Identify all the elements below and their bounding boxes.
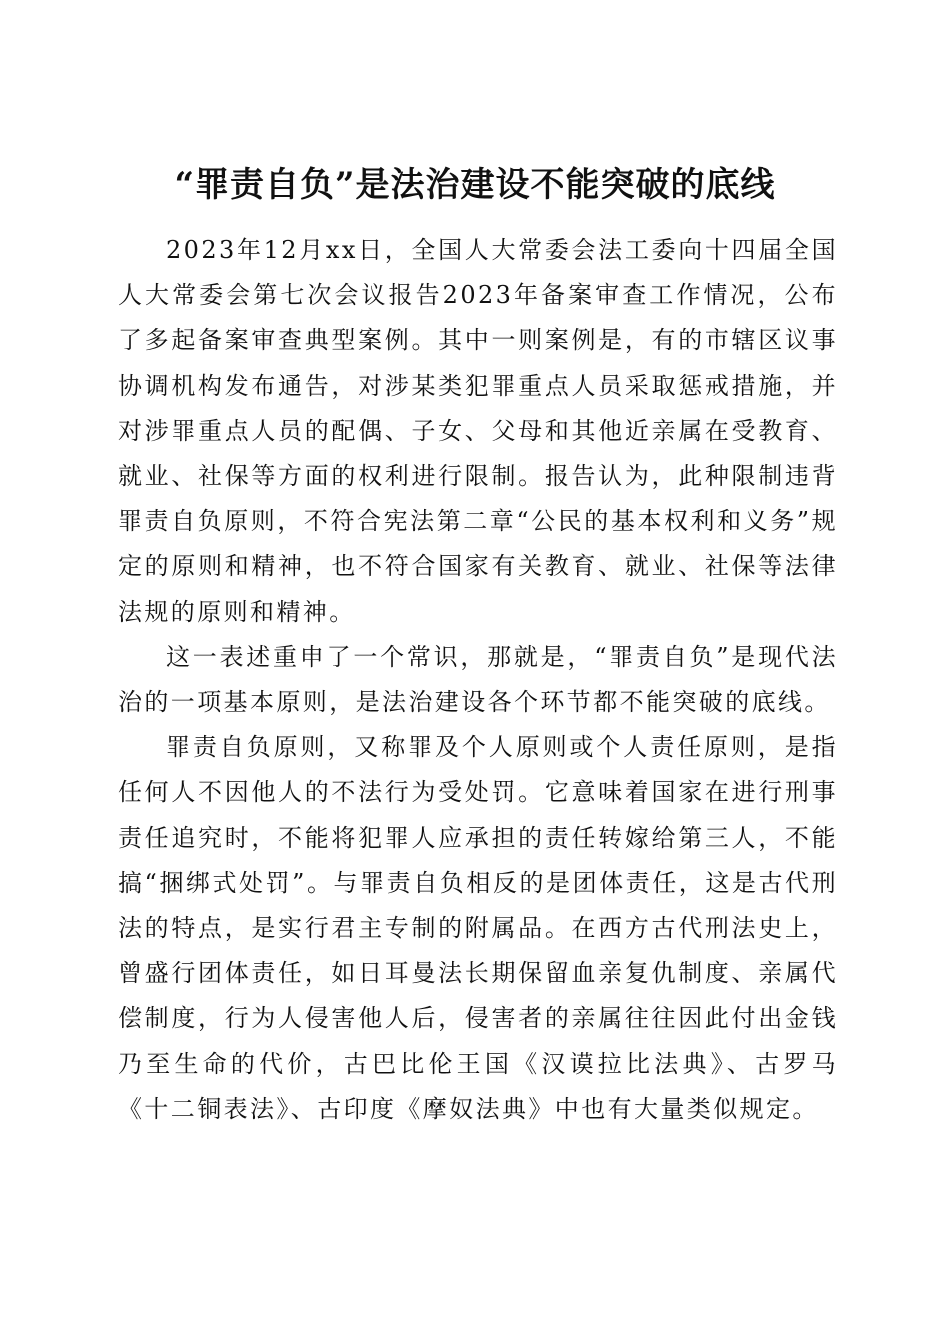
paragraph-3: 罪责自负原则，又称罪及个人原则或个人责任原则，是指任何人不因他人的不法行为受处罚。它意味着国家在进行刑事责任追究时，不能将犯罪人应承担的责任转嫁给第三人，不能搞“捆绑式处罚”。与罪责自负相反的是团体责任，这是古代刑法的特点，是实行君主专制的附属品。在西方古代刑法史上，曾盛行团体责任，如日耳曼法长期保留血亲复仇制度、亲属代偿制度，行为人侵害他人后，侵害者的亲属往往因此付出金钱乃至生命的代价，古巴比伦王国《汉谟拉比法典》、古罗马《十二铜表法》、古印度《摩奴法典》中也有大量类似规定。 [118,733,838,1123]
paragraph-2: 这一表述重申了一个常识，那就是，“罪责自负”是现代法治的一项基本原则，是法治建设各个环节都不能突破的底线。 [118,642,838,717]
document-title: “罪责自负”是法治建设不能突破的底线 [174,164,776,205]
paragraph-1: 2023年12月xx日，全国人大常委会法工委向十四届全国人大常委会第七次会议报告2023年备案审查工作情况，公布了多起备案审查典型案例。其中一则案例是，有的市辖区议事协调机构发布通告，对涉某类犯罪重点人员采取惩戒措施，并对涉罪重点人员的配偶、子女、父母和其他近亲属在受教育、就业、社保等方面的权利进行限制。报告认为，此种限制违背罪责自负原则，不符合宪法第二章“公民的基本权利和义务”规定的原则和精神，也不符合国家有关教育、就业、社保等法律法规的原则和精神。 [118,236,838,626]
document-body [118,228,838,1132]
